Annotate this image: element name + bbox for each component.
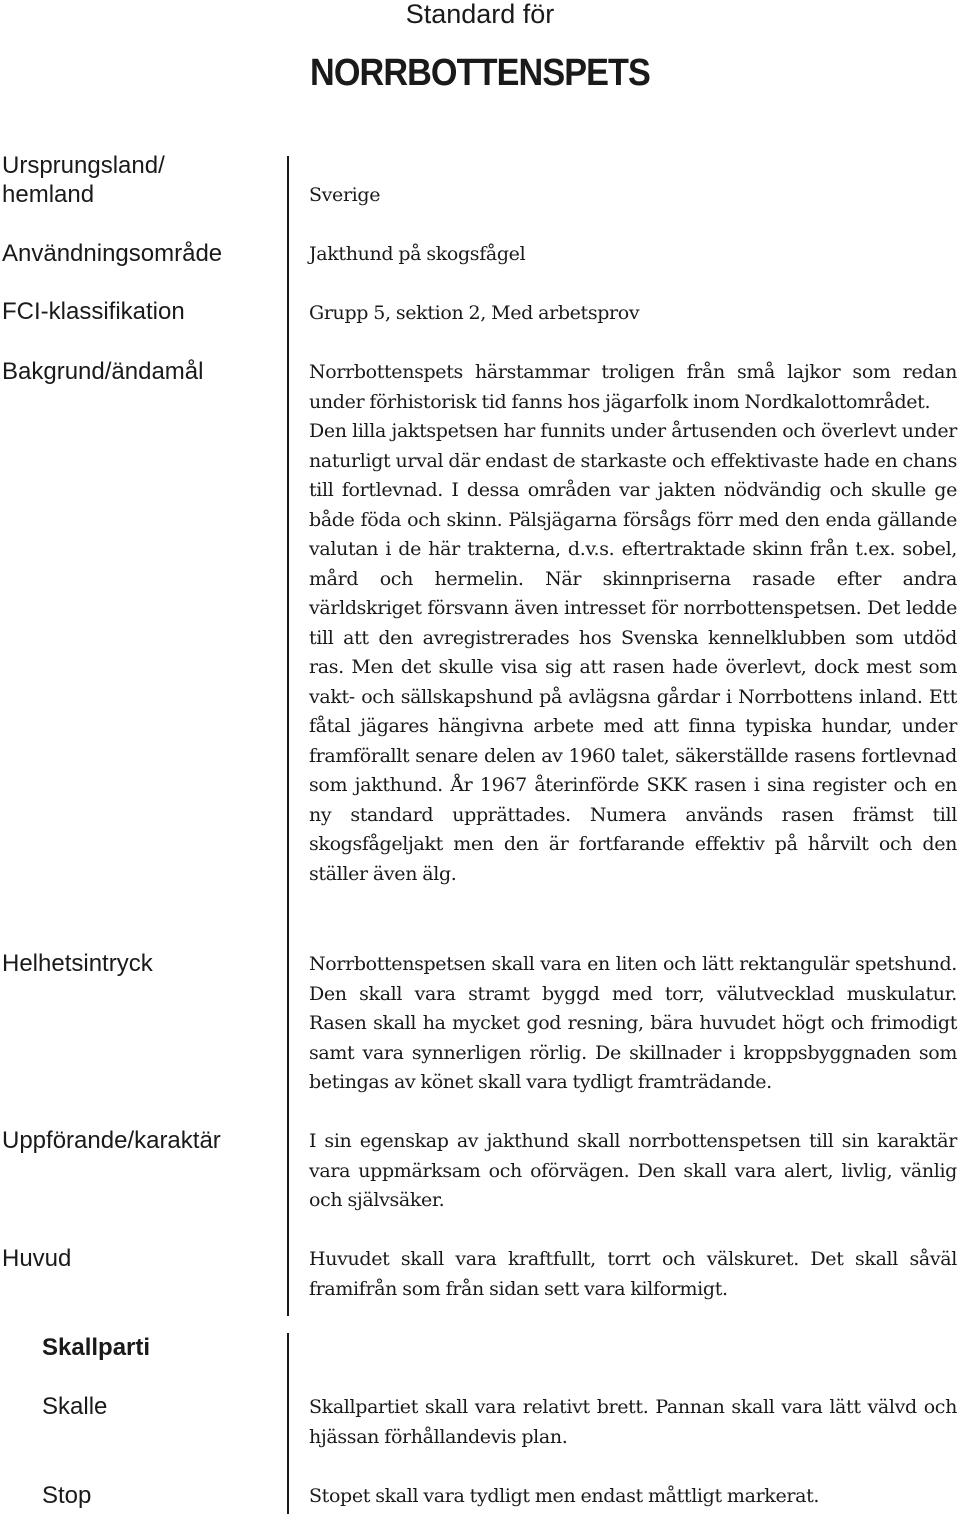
value-uppforande: I sin egenskap av jakthund skall norrbottenspetsen till sin karaktär vara uppmärksam och oförvägen. Den skall vara alert, livlig, vänlig och självsäker. — [309, 1130, 957, 1211]
column-divider-lower — [287, 1333, 289, 1514]
value-helhetsintryck: Norrbottenspetsen skall vara en liten och lätt rektangulär spetshund. Den skall vara stramt byggd med torr, välutvecklad muskulatur. Rasen skall ha mycket god resning, bära huvudet högt och frimodigt samt vara synnerligen rörlig. De skillnader i kroppsbyggnaden som betingas av könet skall vara tydligt framträdande. — [309, 953, 957, 1093]
pre-title: Standard för — [405, 0, 555, 29]
value-stop: Stopet skall vara tydligt men endast måttligt markerat. — [309, 1485, 820, 1507]
label-anvandningsomrade: Användningsområde — [2, 240, 223, 267]
value-bakgrund: Norrbottenspets härstammar troligen från små lajkor som redan under förhistorisk tid fanns hos jägarfolk inom Nordkalottområdet. Den lilla jaktspetsen har funnits under årtusenden och överlevt under naturligt urval där endast de starkaste och effektivaste hade en chans till fortlevnad. I dessa områden var jakten nödvändig och skulle ge både föda och skinn. Pälsjägarna försågs förr med den enda gällande valutan i de här trakterna, d.v.s. eftertraktade skinn från t.ex. sobel, mård och hermelin. När skinnpriserna rasade efter andra världskriget försvann även intresset för norrbottenspetsen. Det ledde till att den avregistrerades hos Svenska kennelklubben som utdöd ras. Men det skulle visa sig att rasen hade överlevt, dock mest som vakt- och sällskapshund på avlägsna gårdar i Norrbottens inland. Ett fåtal jägares hängivna arbete med att finna typiska hundar, under framförallt senare delen av 1960 talet, säkerställde rasens fortlevnad som jakthund. År 1967 återinförde SKK rasen i sina register och en ny standard upprättades. Numera används rasen främst till skogsfågeljakt men den är fortfarande effektiv på hårvilt och den ställer även älg. — [309, 361, 957, 885]
value-ursprungsland: Sverige — [309, 184, 381, 206]
value-fci-klassifikation: Grupp 5, sektion 2, Med arbetsprov — [309, 302, 640, 324]
value-skalle: Skallpartiet skall vara relativt brett. Pannan skall vara lätt välvd och hjässan förhållandevis plan. — [309, 1396, 957, 1448]
label-ursprungsland: Ursprungsland/ hemland — [2, 152, 165, 208]
label-skallparti: Skallparti — [42, 1334, 151, 1361]
label-huvud: Huvud — [2, 1245, 72, 1272]
value-huvud: Huvudet skall vara kraftfullt, torrt och välskuret. Det skall såväl framifrån som från sidan sett vara kilformigt. — [309, 1248, 957, 1300]
value-anvandningsomrade: Jakthund på skogsfågel — [309, 243, 526, 265]
label-uppforande: Uppförande/karaktär — [2, 1127, 221, 1154]
page-title: NORRBOTTENSPETS — [310, 52, 650, 94]
label-stop: Stop — [42, 1482, 92, 1509]
label-helhetsintryck: Helhetsintryck — [2, 950, 153, 977]
label-fci-klassifikation: FCI-klassifikation — [2, 298, 185, 325]
label-bakgrund: Bakgrund/ändamål — [2, 358, 204, 385]
label-skalle: Skalle — [42, 1393, 108, 1420]
column-divider-upper — [287, 156, 289, 1316]
